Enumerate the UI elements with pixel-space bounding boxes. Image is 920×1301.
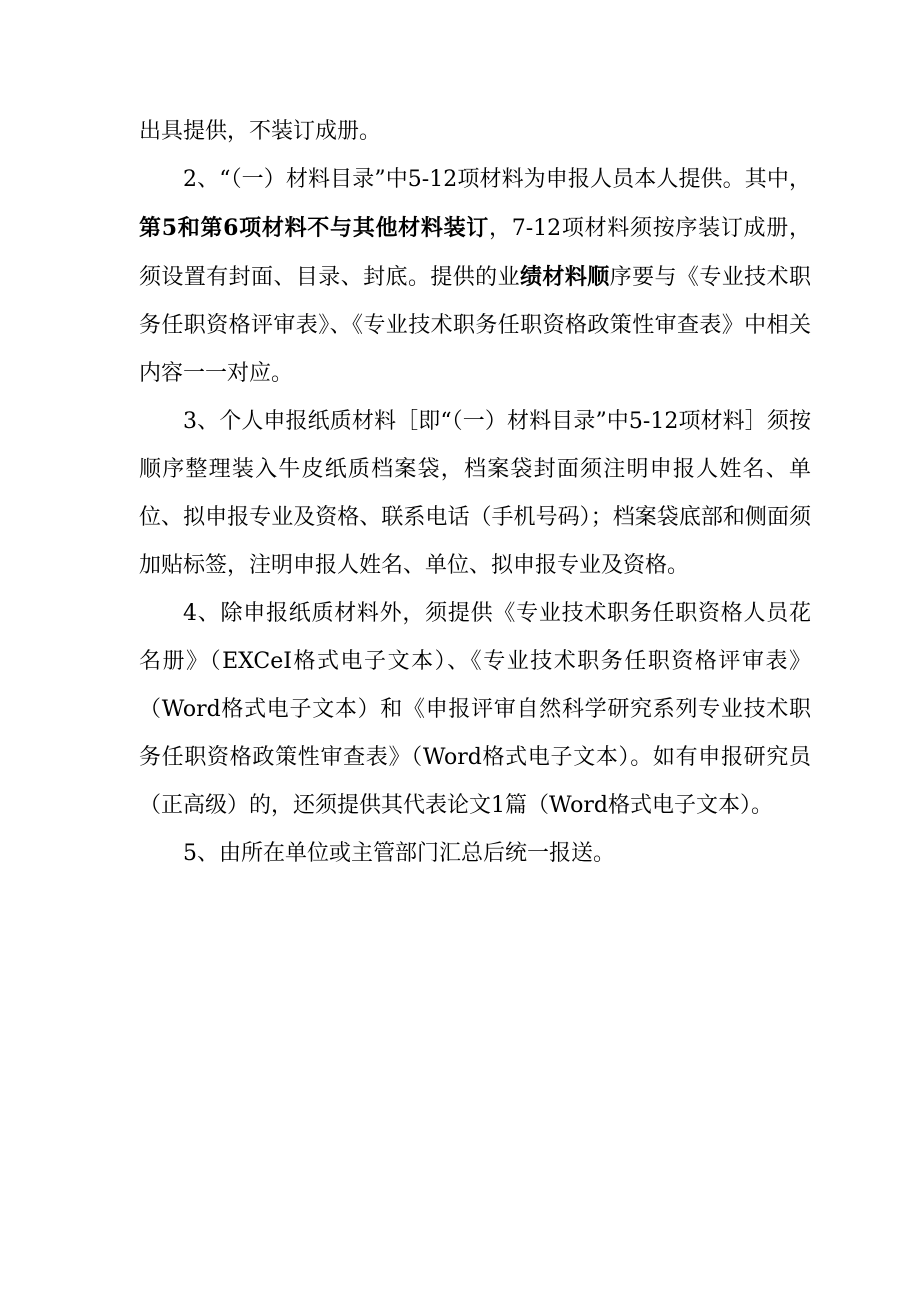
paragraph-item-3: 3、个人申报纸质材料［即“（一）材料目录”中5-12项材料］须按顺序整理装入牛皮纸质档案袋，档案袋封面须注明申报人姓名、单位、拟申报专业及资格、联系电话（手机号码）；档案袋底部和侧面须加贴标签，注明申报人姓名、单位、拟申报专业及资格。 bbox=[139, 409, 811, 578]
paragraph-continuation: 出具提供，不装订成册。 bbox=[139, 119, 382, 144]
paragraph-item-4: 4、除申报纸质材料外，须提供《专业技术职务任职资格人员花名册》（EXCeI格式电子文本）、《专业技术职务任职资格评审表》（Word格式电子文本）和《申报评审自然科学研究系列专业技术职务任职资格政策性审查表》（Word格式电子文本）。如有申报研究员（正高级）的，还须提供其代表论文1篇（Word格式电子文本）。 bbox=[139, 601, 811, 818]
item-2-text-e: 序要与《专业技术职务任职资格评审表》、《专业技术职务任职资格政策性审查表》中相关内容一一对应。 bbox=[139, 265, 811, 386]
paragraph-item-5: 5、由所在单位或主管部门汇总后统一报送。 bbox=[183, 841, 615, 866]
item-2-bold-text-2: 绩材料顺 bbox=[520, 264, 610, 290]
paragraph-item-2 bbox=[139, 156, 811, 398]
document-body bbox=[139, 108, 811, 878]
item-2-text-a: 2、“（一）材料目录”中5-12项材料为申报人员本人提供。其中， bbox=[183, 167, 811, 192]
item-2-text-c: ，7-12项材料须按序装订成册，须设置有封面、目录、封底。提供的业 bbox=[139, 216, 811, 290]
item-2-bold-text: 第5和第6项材料不与其他材料装订 bbox=[139, 215, 490, 241]
